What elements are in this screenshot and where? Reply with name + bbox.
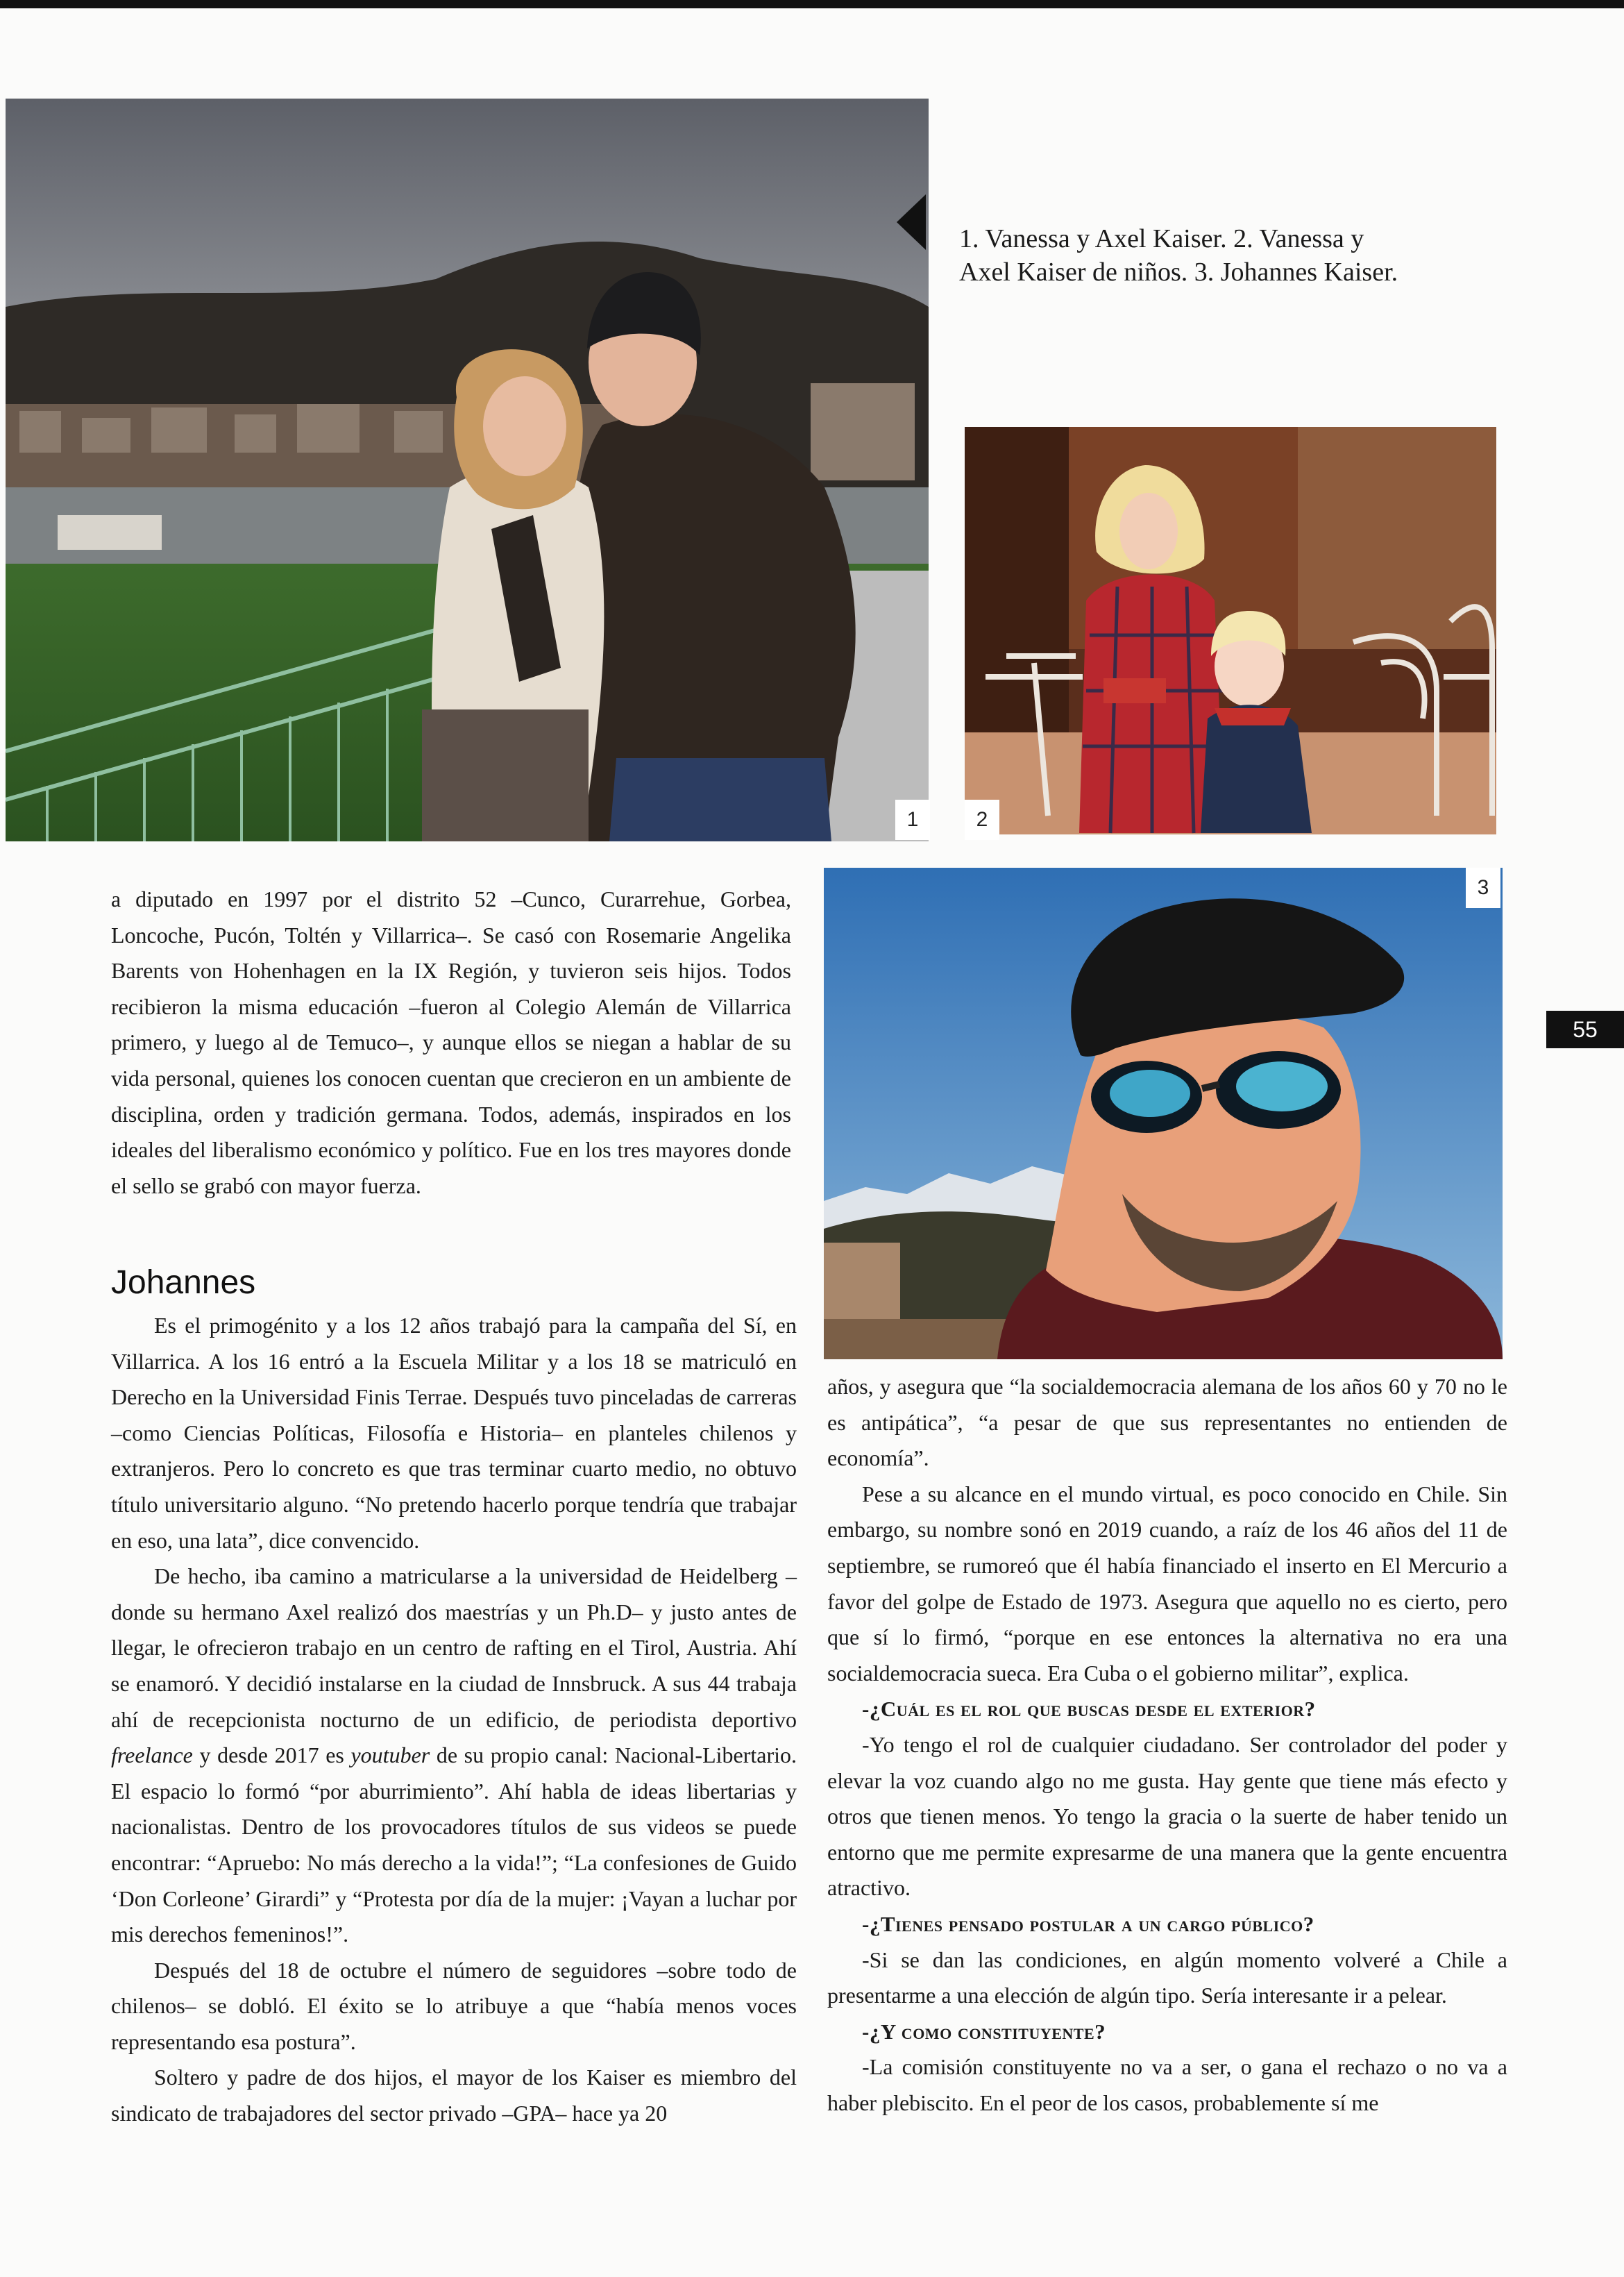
paragraph-seguidores: Después del 18 de octubre el número de seguidores –sobre todo de chilenos– se dobló. El éxito se lo atribuye a que “había menos voces representando esa postura”. — [111, 1957, 797, 2054]
photo-label-3: 3 — [1466, 868, 1500, 908]
left-column-body — [111, 1308, 797, 2132]
paragraph-primogenito: Es el primogénito y a los 12 años trabajó para la campaña del Sí, en Villarrica. A los 16 entró a la Escuela Militar y a los 18 se matriculó en Derecho en la Universidad Finis Terrae. Después tuvo pinceladas de carreras –como Ciencias Políticas, Filosofía e Historia– en planteles chilenos y extranjeros. Pero lo concreto es que tras terminar cuarto medio, no obtuvo título universitario alguno. “No pretendo hacerlo porque tendría que trabajar en eso, una lata”, dice convencido. — [111, 1313, 797, 1553]
photo-children — [965, 427, 1496, 834]
paragraph-soltero: Soltero y padre de dos hijos, el mayor de los Kaiser es miembro del sindicato de trabajadores del sector privado –GPA– hace ya 20 — [111, 2065, 797, 2126]
interview-answer-2: -Si se dan las condiciones, en algún momento volveré a Chile a presentarme a una elección de algún tipo. Sería interesante ir a pelear. — [827, 1947, 1507, 2008]
photo-label-1: 1 — [895, 800, 930, 840]
photo-caption: 1. Vanessa y Axel Kaiser. 2. Vanessa y Axel Kaiser de niños. 3. Johannes Kaiser. — [959, 224, 1398, 287]
top-edge-bar — [0, 0, 1624, 8]
interview-answer-1: -Yo tengo el rol de cualquier ciudadano. Ser controlador del poder y elevar la voz cuando algo no me gusta. Hay gente que tiene más efecto y otros que tienen menos. Yo tengo la gracia o la suerte de haber tenido un entorno que me permite expresarme de una manera que la gente encuentra atractivo. — [827, 1731, 1507, 1901]
caption-pointer-icon — [897, 194, 926, 250]
intro-paragraph: a diputado en 1997 por el distrito 52 –Cunco, Curarrehue, Gorbea, Loncoche, Pucón, Toltén y Villarrica–. Se casó con Rosemarie Angelika Barents von Hohenhagen en la IX Región, y tuvieron seis hijos. Todos recibieron la misma educación –fueron al Colegio Alemán de Villarrica primero, y luego al de Temuco–, y aunque ellos se niegan a hablar de su vida personal, quienes los conocen cuentan que crecieron en un ambiente de disciplina, orden y tradición germana. Todos, además, inspirados en los ideales del liberalismo económico y político. Fue en los tres mayores donde el sello se grabó con mayor fuerza. — [111, 887, 791, 1198]
photo-label-2: 2 — [965, 800, 999, 840]
left-column-intro — [111, 882, 791, 1204]
interview-question-2: -¿Tienes pensado postular a un cargo público? — [862, 1911, 1314, 1936]
paragraph-heidelberg: De hecho, iba camino a matricularse a la universidad de Heidelberg –donde su hermano Axel realizó dos maestrías y un Ph.D– y justo antes de llegar, le ofrecieron trabajo en un centro de rafting en el Tirol, Austria. Ahí se enamoró. Y decidió instalarse en la ciudad de Innsbruck. A sus 44 trabaja ahí de recepcionista nocturno de un edificio, de periodista deportivo freelance y desde 2017 es youtuber de su propio canal: Nacional-Libertario. El espacio lo formó “por aburrimiento”. Ahí habla de ideas libertarias y nacionalistas. Dentro de los provocadores títulos de sus videos se puede encontrar: “Apruebo: No más derecho a la vida!”; “La confesiones de Guido ‘Don Corleone’ Girardi” y “Protesta por día de la mujer: ¡Vayan a luchar por mis derechos femeninos!”. — [111, 1563, 797, 1947]
paragraph-socialdemocracia: años, y asegura que “la socialdemocracia alemana de los años 60 y 70 no le es antipática”, “a pesar de que sus representantes no entienden de economía”. — [827, 1374, 1507, 1471]
photo-vanessa-and-axel — [6, 99, 929, 841]
page-number: 55 — [1546, 1011, 1624, 1048]
paragraph-mundo-virtual: Pese a su alcance en el mundo virtual, es poco conocido en Chile. Sin embargo, su nombre sonó en 2019 cuando, a raíz de los 46 años del 11 de septiembre, se rumoreó que él había financiado el inserto en El Mercurio a favor del golpe de Estado de 1973. Asegura que aquello no es cierto, pero que sí lo firmó, “porque en ese entonces la alternativa no era una socialdemocracia sueca. Era Cuba o el gobierno militar”, explica. — [827, 1481, 1507, 1686]
interview-answer-3: -La comisión constituyente no va a ser, o gana el rechazo o no va a haber plebiscito. En el peor de los casos, probablemente sí me — [827, 2054, 1507, 2115]
right-column-body — [827, 1369, 1507, 2121]
interview-question-3: -¿Y como constituyente? — [862, 2019, 1106, 2044]
interview-question-1: -¿Cuál es el rol que buscas desde el exterior? — [862, 1697, 1316, 1722]
photo-johannes — [824, 868, 1503, 1359]
section-heading-johannes: Johannes — [111, 1264, 256, 1301]
